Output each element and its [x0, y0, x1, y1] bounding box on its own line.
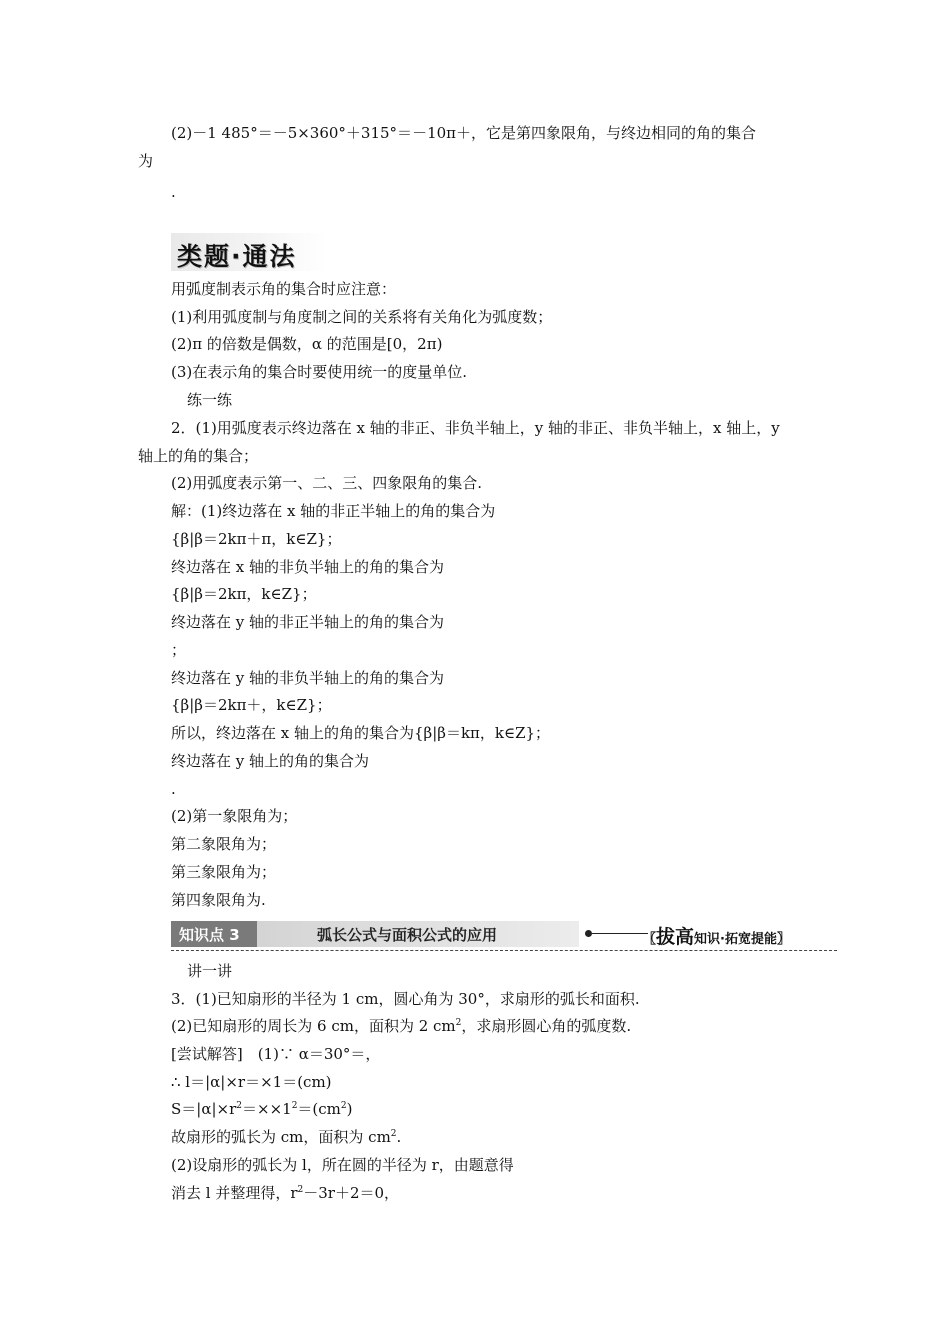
solution-line: . [171, 780, 176, 798]
text-span: ＝××1 [242, 1100, 292, 1118]
solution-line: {β|β＝2kπ＋，k∈Z}； [171, 696, 332, 714]
text-line: (2)π 的倍数是偶数，α 的范围是[0，2π) [171, 335, 443, 353]
problem-line [171, 1016, 631, 1036]
bullet-dot-icon [585, 930, 592, 937]
solution-line: 终边落在 x 轴的非负半轴上的角的集合为 [171, 558, 444, 576]
solution-line [171, 1127, 401, 1147]
text-line: 为 [138, 152, 154, 170]
solution-line: {β|β＝2kπ，k∈Z}； [171, 585, 317, 603]
superscript: 2 [390, 1129, 397, 1139]
solution-line: 第四象限角为. [171, 891, 266, 909]
method-section-title: 类题·通法 [177, 242, 297, 271]
extension-badge-main: 拔高 [656, 926, 695, 948]
connector-line [592, 933, 648, 934]
solution-line: {β|β＝2kπ＋π，k∈Z}； [171, 530, 342, 548]
knowledge-point-tag-label: 知识点 3 [179, 926, 240, 944]
knowledge-point-tag [171, 921, 257, 947]
solution-line: 终边落在 y 轴的非负半轴上的角的集合为 [171, 669, 445, 687]
text-span: (2)已知扇形的周长为 6 cm，面积为 2 cm [171, 1017, 456, 1035]
superscript: 2 [291, 1101, 298, 1111]
superscript: 2 [455, 1018, 462, 1028]
superscript: 2 [297, 1185, 304, 1195]
solution-line: 所以，终边落在 x 轴上的角的集合为{β|β＝kπ，k∈Z}； [171, 724, 551, 742]
text-line: . [171, 183, 176, 201]
superscript: 2 [236, 1101, 242, 1111]
solution-line: 终边落在 y 轴上的角的集合为 [171, 752, 370, 770]
text-span: ) [346, 1100, 353, 1118]
problem-line: 轴上的角的集合； [138, 447, 259, 465]
solution-line: ∴ l＝|α|×r＝×1＝(cm) [171, 1073, 332, 1091]
extension-badge: 〖拔高知识·拓宽提能〗 [643, 926, 790, 948]
solution-line [171, 1183, 399, 1203]
extension-badge-sub: 知识·拓宽提能 [694, 932, 777, 947]
superscript: 2 [340, 1101, 347, 1111]
text-span: ＝(cm [297, 1100, 341, 1118]
text-line: 讲一讲 [187, 962, 233, 980]
knowledge-point-header [171, 921, 837, 947]
text-line: 练一练 [187, 391, 233, 409]
text-span: －3r＋2＝0， [303, 1184, 400, 1202]
solution-line: [尝试解答] (1)∵ α＝30°＝， [171, 1045, 381, 1063]
solution-line: (2)设扇形的弧长为 l，所在圆的半径为 r，由题意得 [171, 1156, 514, 1174]
text-span: S＝|α|×r [171, 1100, 237, 1118]
knowledge-point-title: 弧长公式与面积公式的应用 [317, 926, 498, 944]
solution-line: (2)第一象限角为； [171, 807, 298, 825]
section-divider [171, 950, 837, 951]
problem-line: 2．(1)用弧度表示终边落在 x 轴的非正、非负半轴上，y 轴的非正、非负半轴上，x 轴上，y [171, 419, 780, 437]
solution-line: 第二象限角为； [171, 835, 277, 853]
method-section-banner [171, 233, 326, 271]
knowledge-point-title-bar [257, 921, 579, 947]
solution-line [171, 1099, 353, 1119]
text-line: (1)利用弧度制与角度制之间的关系将有关角化为弧度数； [171, 308, 553, 326]
solution-line: ； [171, 641, 187, 659]
problem-line: (2)用弧度表示第一、二、三、四象限角的集合. [171, 474, 483, 492]
text-line: 用弧度制表示角的集合时应注意： [171, 280, 397, 298]
text-span: ，求扇形圆心角的弧度数. [461, 1017, 632, 1035]
text-line: (3)在表示角的集合时要使用统一的度量单位. [171, 363, 468, 381]
solution-line: 终边落在 y 轴的非正半轴上的角的集合为 [171, 613, 445, 631]
text-span: 消去 l 并整理得，r [171, 1184, 298, 1202]
problem-line: 3．(1)已知扇形的半径为 1 cm，圆心角为 30°，求扇形的弧长和面积. [171, 990, 640, 1008]
text-span: . [396, 1128, 402, 1146]
text-span: 故扇形的弧长为 cm，面积为 cm [171, 1128, 391, 1146]
text-line: (2)－1 485°＝－5×360°＋315°＝－10π＋，它是第四象限角，与终边相同的角的集合 [171, 124, 757, 142]
solution-line: 第三象限角为； [171, 863, 277, 881]
solution-line: 解：(1)终边落在 x 轴的非正半轴上的角的集合为 [171, 502, 496, 520]
